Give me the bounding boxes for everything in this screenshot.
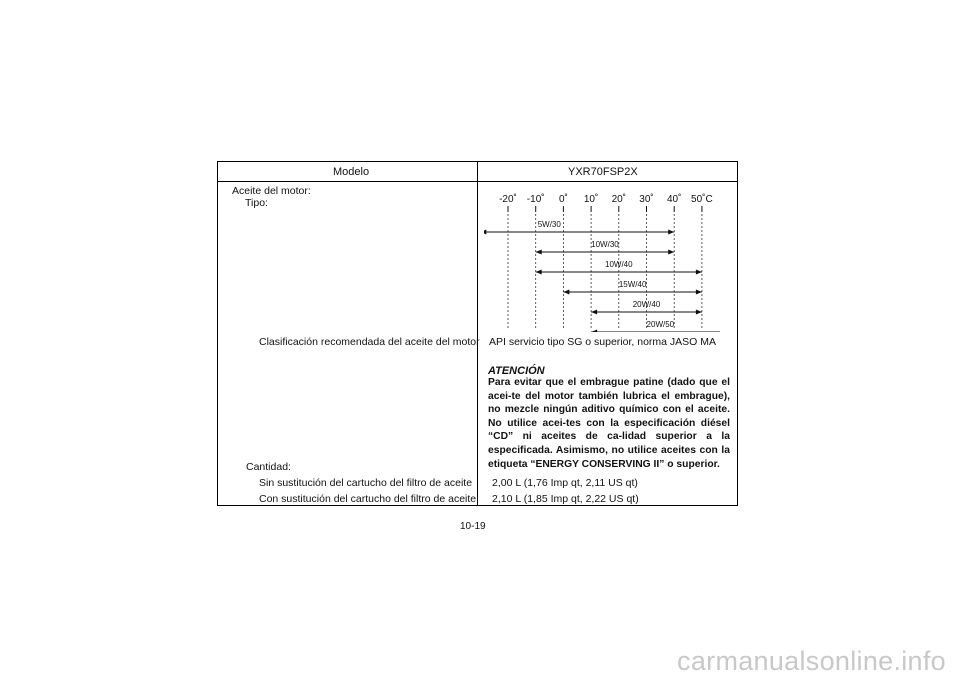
header-model: Modelo	[333, 166, 370, 178]
range-arrowhead	[591, 330, 597, 333]
range-arrowhead	[668, 230, 674, 235]
header-value: YXR70FSP2X	[568, 166, 638, 178]
grade-label: 20W/40	[632, 300, 661, 309]
classification-label: Clasificación recomendada del aceite del motor	[259, 336, 480, 348]
tick-label: -20˚	[499, 194, 517, 205]
range-arrowhead	[484, 230, 486, 235]
range-arrowhead	[668, 250, 674, 255]
tick-label: 0˚	[558, 194, 568, 205]
page-number: 10-19	[460, 521, 486, 532]
with-filter-label: Con sustitución del cartucho del filtro de aceite	[259, 493, 477, 505]
range-arrowhead	[696, 270, 702, 275]
tick-label: 10˚	[583, 194, 599, 205]
grade-label: 10W/30	[591, 240, 619, 249]
grade-label: 15W/40	[618, 280, 647, 289]
column-divider	[477, 162, 478, 505]
without-filter-value: 2,00 L (1,76 Imp qt, 2,11 US qt)	[492, 477, 638, 489]
warning-title: ATENCIÓN	[488, 365, 545, 377]
engine-oil-label: Aceite del motor:	[232, 185, 311, 197]
grade-label: 10W/40	[605, 260, 633, 269]
oil-viscosity-chart	[484, 190, 720, 332]
classification-value: API servicio tipo SG o superior, norma JASO MA	[489, 336, 717, 348]
tick-label: 30˚	[639, 194, 654, 205]
range-arrowhead	[536, 270, 542, 275]
tick-label: 40˚	[666, 194, 682, 205]
with-filter-value: 2,10 L (1,85 Imp qt, 2,22 US qt)	[492, 493, 639, 505]
watermark: carmanualsonline.info	[677, 646, 946, 676]
tick-label: -10˚	[526, 194, 545, 205]
oil-type-label: Tipo:	[245, 197, 268, 209]
specification-table	[217, 161, 738, 506]
grade-label: 5W/30	[537, 220, 561, 229]
quantity-label: Cantidad:	[246, 461, 291, 473]
grade-label: 20W/50	[646, 320, 675, 329]
warning-text: Para evitar que el embrague patine (dado que el acei-te del motor también lubrica el embrague), no mezcle ningún aditivo químico con el aceite. No utilice acei-tes con la especificación diésel “CD” ni aceites de ca-lidad superior a la especificada. Asimismo, no utilice aceites con la etiqueta “ENERGY CONSERVING II” o superior.	[488, 377, 730, 470]
tick-label: 20˚	[611, 194, 627, 205]
without-filter-label: Sin sustitución del cartucho del filtro de aceite	[259, 477, 473, 489]
range-arrowhead	[591, 310, 597, 315]
range-arrowhead	[696, 310, 702, 315]
range-arrowhead	[563, 290, 569, 295]
range-arrowhead	[536, 250, 542, 255]
range-arrowhead	[696, 290, 702, 295]
tick-label: 50˚C	[691, 194, 713, 205]
